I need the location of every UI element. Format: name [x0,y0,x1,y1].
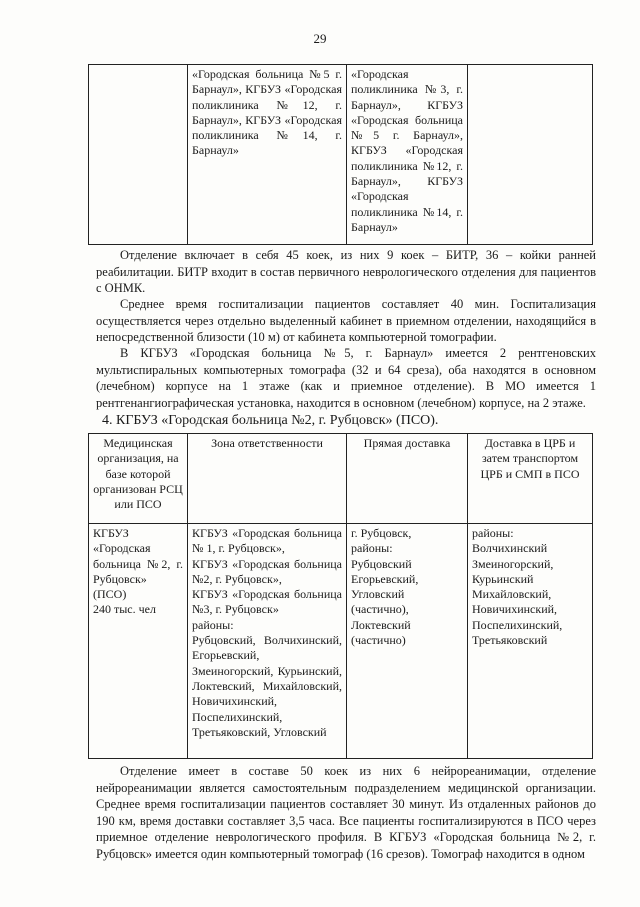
continued-table [88,64,593,245]
via-crb-item: Михайловский, [472,587,552,602]
direct-item: Локтевский (частично) [351,617,411,648]
table-cell-org [89,65,188,245]
cell-direct [347,524,468,759]
table-header-row [89,434,593,524]
page-number: 29 [313,31,327,46]
direct-item: Рубцовский Егорьевский, [351,556,419,586]
via-crb-item: Змеиногорский, [472,556,554,571]
cell-organization [89,524,188,759]
zone-item: КГБУЗ «Городская больница №2, г. Рубцовск», [192,556,342,586]
paragraph-tomography: В КГБУЗ «Городская больница №5, г. Барнаул» имеется 2 рентгеновских мультиспиральных компьютерных томографа (32 и 64 среза), оба находятся в основном (лечебном) корпусе на 1 этаже (как и приемное отделение). В МО имеется 1 рентгенангиографическая установка, находится в основном (лечебном) корпусе, на 2 этаже. [96,346,596,410]
direct-item: районы: [351,541,393,556]
organization-population: 240 тыс. чел [93,602,156,617]
table-cell-zone: «Городская больница №5 г. Барнаул», КГБУЗ «Городская поликлиника №12, г. Барнаул», КГБУЗ «Городская поликлиника №14, г. Барнаул» [188,65,347,245]
via-crb-item: Курьинский [472,571,534,586]
pso-table [88,433,593,759]
via-crb-item: районы: [472,526,514,540]
organization-name: КГБУЗ «Городская больница №2, г. Рубцовск» (ПСО) [93,526,183,602]
zone-item: КГБУЗ «Городская больница № 1, г. Рубцовск», [192,526,342,556]
zone-item: Рубцовский, Волчихинский, Егорьевский, Змеиногорский, Курьинский, Локтевский, Михайловский, Новичихинский, Поспелихинский, Третьяковский, Угловский [192,633,342,739]
via-crb-item: Третьяковский [472,633,548,648]
table-cell-via-crb [468,65,593,245]
zone-item: районы: [192,617,234,632]
table-row [89,65,593,245]
cell-via-crb [468,524,593,759]
paragraph-hospitalization-time: Среднее время госпитализации пациентов составляет 40 мин. Госпитализация осуществляется через отдельно выделенный кабинет в приемном отделении, находящийся в непосредственной близости (10 м) от кабинета компьютерной томографии. [96,297,596,344]
header-delivery-via-crb: Доставка в ЦРБ и затем транспортом ЦРБ и СМП в ПСО [468,434,593,524]
cell-zone [188,524,347,759]
paragraph-pso-description: Отделение имеет в составе 50 коек из них 6 нейрореанимации, отделение нейрореанимации является самостоятельным подразделением медицинской организации. Среднее время госпитализации пациентов составляет 30 минут. Из отдаленных районов до 190 км, время доставки составляет 3,5 часа. Все пациенты госпитализируются в ПСО через приемное отделение неврологического профиля. В КГБУЗ «Городская больница №2, г. Рубцовск» имеется один компьютерный томограф (16 срезов). Томограф находится в одном [96,764,596,861]
table-cell-direct: «Городская поликлиника №3, г. Барнаул», КГБУЗ «Городская больница №5 г. Барнаул», КГБУЗ «Городская поликлиника №12, г. Барнаул», КГБУЗ «Городская поликлиника №14, г. Барнаул» [347,65,468,245]
zone-item: КГБУЗ «Городская больница №3, г. Рубцовск» [192,587,342,617]
header-responsibility-zone: Зона ответственности [188,434,347,524]
section-heading: 4. КГБУЗ «Городская больница №2, г. Рубцовск» (ПСО). [102,413,439,428]
header-medical-organization: Медицинская организация, на базе которой организован РСЦ или ПСО [89,434,188,524]
paragraph-beds: Отделение включает в себя 45 коек, из них 9 коек – БИТР, 36 – койки ранней реабилитации. БИТР входит в состав первичного неврологического отделения для пациентов с ОНМК. [96,248,596,295]
via-crb-item: Новичихинский, [472,602,558,617]
header-direct-delivery: Прямая доставка [347,434,468,524]
direct-item: Угловский (частично), [351,587,409,617]
via-crb-item: Поспелихинский, [472,617,563,632]
via-crb-item: Волчихинский [472,541,548,556]
direct-item: г. Рубцовск, [351,526,412,540]
table-row [89,524,593,759]
